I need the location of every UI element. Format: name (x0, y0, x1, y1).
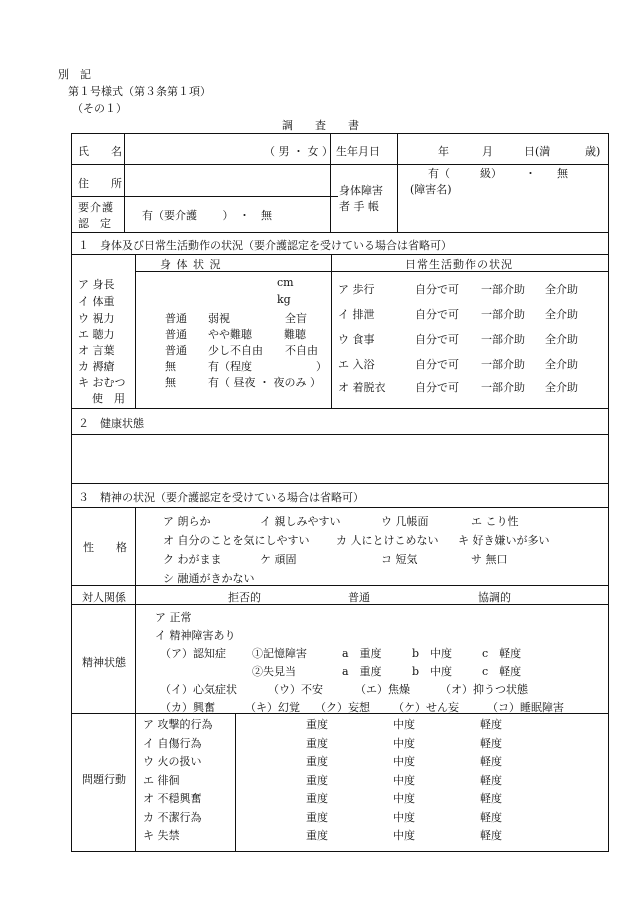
personality-option[interactable]: エ こり性 (471, 515, 519, 528)
handicap-grade[interactable]: 級） (480, 167, 502, 180)
page-title: 調 査 書 (282, 119, 359, 132)
behavior-level-option[interactable]: 軽度 (480, 810, 502, 824)
behavior-level-option[interactable]: 軽度 (480, 792, 502, 805)
handicap-separator: ・ (525, 167, 536, 180)
symptom-option[interactable]: （コ）睡眠障害 (487, 701, 564, 714)
body-item-label: イ 体重 (78, 295, 115, 308)
relation-option[interactable]: 普通 (348, 591, 370, 604)
mental-disorder-option[interactable]: イ 精神障害あり (155, 629, 236, 642)
daily-item-option[interactable]: 自分で可 (415, 308, 459, 321)
behavior-level-option[interactable]: 重度 (306, 810, 328, 824)
behavior-level-option[interactable]: 重度 (306, 755, 328, 768)
behavior-level-option[interactable]: 軽度 (480, 755, 502, 768)
mental-status-label: 精神状態 (82, 656, 126, 669)
name-label: 氏 名 (78, 145, 122, 158)
body-item-label: ア 身長 (78, 278, 115, 291)
body-item-option[interactable]: やや難聴 (208, 328, 252, 341)
behavior-level-option[interactable]: 軽度 (480, 718, 502, 731)
body-item-option[interactable]: 難聴 (284, 328, 306, 341)
bekki-label: 別 記 (58, 68, 91, 81)
body-item-option[interactable]: cm (277, 276, 294, 289)
birth-month-unit[interactable]: 月 (482, 145, 493, 158)
personality-option[interactable]: ウ 几帳面 (381, 515, 429, 528)
behavior-item-label: ウ 火の扱い (143, 755, 202, 768)
problem-behavior-label: 問題行動 (82, 773, 126, 786)
personality-option[interactable]: カ 人にとけこめない (336, 534, 439, 547)
age-unit: 歳) (585, 145, 601, 158)
daily-item-option[interactable]: 自分で可 (415, 333, 459, 346)
disability-name-label: (障害名) (410, 183, 452, 196)
behavior-item-label: キ 失禁 (143, 829, 180, 842)
body-item-option[interactable]: 有（ 昼夜 ・ 夜のみ ） (208, 376, 321, 389)
body-item-option[interactable]: kg (277, 293, 291, 306)
symptom-option[interactable]: （ウ）不安 (268, 683, 323, 696)
behavior-item-label: カ 不潔行為 (143, 810, 202, 824)
behavior-level-option[interactable]: 重度 (306, 736, 328, 750)
daily-item-label: オ 着脱衣 (338, 381, 386, 394)
daily-item-option[interactable]: 全介助 (545, 308, 578, 321)
behavior-item-label: ア 攻撃的行為 (143, 718, 213, 731)
dementia-item[interactable]: ②失見当 (252, 665, 296, 678)
symptom-option[interactable]: （カ）興奮 (160, 701, 215, 714)
behavior-level-option[interactable]: 重度 (306, 829, 328, 842)
behavior-level-option[interactable]: 中度 (393, 755, 415, 768)
birth-date-label: 生年月日 (336, 145, 380, 158)
section3-title: ３ 精神の状況（要介護認定を受けている場合は省略可） (78, 491, 364, 504)
daily-item-label: ア 歩行 (338, 283, 375, 296)
behavior-level-option[interactable]: 中度 (393, 736, 415, 750)
severity-option[interactable]: b 中度 (412, 665, 453, 678)
body-item-label: エ 聴力 (78, 328, 115, 341)
body-item-label: キ おむつ (78, 376, 126, 389)
body-item-label: ウ 視力 (78, 312, 115, 325)
body-item-option[interactable]: 弱視 (208, 312, 230, 325)
symptom-option[interactable]: （イ）心気症状 (160, 683, 237, 696)
sex-choice[interactable]: （ 男 ・ 女 ） (264, 145, 333, 158)
severity-option[interactable]: c 軽度 (482, 665, 522, 678)
daily-item-option[interactable]: 全介助 (545, 283, 578, 296)
personality-option[interactable]: イ 親しみやすい (260, 515, 341, 528)
address-field[interactable] (125, 165, 329, 195)
behavior-level-option[interactable]: 重度 (306, 718, 328, 731)
daily-item-label: イ 排泄 (338, 308, 375, 321)
body-item-option[interactable]: 少し不自由 (208, 344, 263, 357)
daily-activity-header: 日常生活動作の状況 (405, 258, 513, 271)
omutsu-label-2: 使 用 (92, 392, 125, 405)
address-label: 住 所 (78, 177, 122, 190)
relation-option[interactable]: 拒否的 (228, 591, 261, 604)
behavior-level-option[interactable]: 軽度 (480, 736, 502, 750)
handicap-has[interactable]: 有（ (428, 167, 450, 180)
body-item-option[interactable]: 全盲 (285, 312, 307, 325)
care-label-1: 要介護 (78, 201, 114, 214)
body-item-option[interactable]: 有（程度 (208, 360, 252, 373)
daily-item-option[interactable]: 全介助 (545, 333, 578, 346)
behavior-level-option[interactable]: 中度 (393, 829, 415, 842)
behavior-level-option[interactable]: 中度 (393, 718, 415, 731)
behavior-item-label: オ 不穏興奮 (143, 792, 202, 805)
daily-item-option[interactable]: 自分で可 (415, 283, 459, 296)
daily-item-option[interactable]: 一部介助 (481, 308, 525, 321)
behavior-level-option[interactable]: 重度 (306, 792, 328, 805)
section2-title: ２ 健康状態 (78, 417, 144, 430)
severity-option[interactable]: a 重度 (342, 647, 382, 660)
daily-item-option[interactable]: 自分で可 (415, 381, 459, 394)
daily-item-option[interactable]: 全介助 (545, 381, 578, 394)
personality-option[interactable]: コ 短気 (381, 553, 418, 566)
dementia-label[interactable]: （ア）認知症 (160, 647, 226, 660)
personality-option[interactable]: ア 朗らか (163, 515, 211, 528)
body-item-label: オ 言葉 (78, 344, 115, 357)
care-certification-choice[interactable]: 有（要介護 ） ・ 無 (142, 209, 272, 222)
behavior-level-option[interactable]: 軽度 (480, 829, 502, 842)
symptom-option[interactable]: （ク）妄想 (315, 701, 370, 714)
care-label-2: 認 定 (78, 217, 111, 230)
symptom-option[interactable]: （オ）抑うつ状態 (440, 683, 528, 696)
personality-option[interactable]: ケ 頑固 (260, 553, 297, 566)
body-item-option[interactable]: 無 (165, 360, 176, 373)
health-status-field[interactable] (72, 435, 607, 482)
personality-option[interactable]: キ 好き嫌いが多い (458, 534, 550, 547)
section1-title: １ 身体及び日常生活動作の状況（要介護認定を受けている場合は省略可） (78, 239, 452, 252)
behavior-level-option[interactable]: 重度 (306, 773, 328, 787)
personality-label: 性 格 (83, 541, 127, 554)
handicap-none[interactable]: 無 (557, 167, 568, 180)
daily-item-option[interactable]: 一部介助 (481, 283, 525, 296)
relation-option[interactable]: 協調的 (478, 591, 511, 604)
dementia-item[interactable]: ①記憶障害 (252, 647, 307, 660)
form-number: 第１号様式（第３条第１項） (68, 85, 211, 98)
birth-day-age-unit[interactable]: 日(満 (524, 145, 551, 158)
body-item-option[interactable]: 普通 (165, 328, 187, 341)
body-item-label: カ 褥瘡 (78, 360, 115, 373)
daily-item-label: ウ 食事 (338, 333, 375, 346)
personality-option[interactable]: シ 融通がきかない (163, 572, 255, 585)
daily-item-option[interactable]: 一部介助 (481, 381, 525, 394)
symptom-option[interactable]: （エ）焦燥 (355, 683, 410, 696)
body-item-option[interactable]: 普通 (165, 344, 187, 357)
severity-option[interactable]: b 中度 (412, 647, 453, 660)
severity-option[interactable]: c 軽度 (482, 647, 522, 660)
symptom-option[interactable]: （キ）幻覚 (245, 701, 300, 714)
body-item-option[interactable]: 普通 (165, 312, 187, 325)
relation-label: 対人関係 (82, 591, 126, 604)
behavior-level-option[interactable]: 中度 (393, 792, 415, 805)
body-item-option[interactable]: 不自由 (285, 344, 318, 357)
body-item-option[interactable]: ） (316, 360, 327, 373)
behavior-level-option[interactable]: 軽度 (480, 773, 502, 787)
behavior-item-label: イ 自傷行為 (143, 736, 202, 750)
behavior-item-label: エ 徘徊 (143, 773, 180, 787)
body-status-header: 身 体 状 況 (160, 258, 222, 271)
handicap-label-1: 身体障害 (339, 184, 383, 197)
daily-item-label: エ 入浴 (338, 358, 375, 371)
mental-normal-option[interactable]: ア 正常 (155, 611, 192, 624)
symptom-option[interactable]: （ケ）せん妄 (393, 701, 459, 714)
personality-option[interactable]: ク わがまま (163, 553, 222, 566)
behavior-level-option[interactable]: 中度 (393, 810, 415, 824)
body-item-option[interactable]: 無 (165, 376, 176, 389)
daily-item-option[interactable]: 全介助 (545, 358, 578, 371)
daily-item-option[interactable]: 自分で可 (415, 358, 459, 371)
name-field[interactable] (125, 134, 265, 164)
handicap-label-2: 者 手 帳 (339, 200, 379, 213)
daily-item-option[interactable]: 一部介助 (481, 333, 525, 346)
daily-item-option[interactable]: 一部介助 (481, 358, 525, 371)
form-part: （その１） (72, 102, 127, 115)
personality-option[interactable]: オ 自分のことを気にしやすい (163, 534, 310, 547)
personality-option[interactable]: サ 無口 (471, 553, 508, 566)
behavior-level-option[interactable]: 中度 (393, 773, 415, 787)
severity-option[interactable]: a 重度 (342, 665, 382, 678)
birth-year-unit[interactable]: 年 (438, 145, 449, 158)
